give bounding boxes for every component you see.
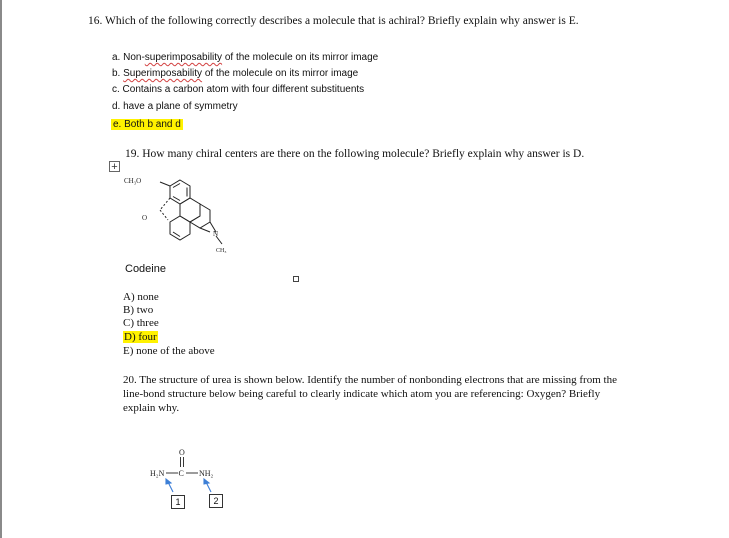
option-b-prefix: b. — [112, 68, 124, 79]
q19-choice-e: E) none of the above — [123, 345, 215, 357]
q19-choice-a: A) none — [123, 291, 159, 303]
question-19-text: 19. How many chiral centers are there on the following molecule? Briefly explain why answer is D. — [125, 148, 585, 160]
option-b-suffix: of the molecule on its mirror image — [202, 68, 359, 79]
q16-option-b — [112, 68, 358, 79]
option-b-keyword: Superimposability — [123, 68, 203, 79]
q19-choice-d — [123, 331, 158, 343]
option-a-prefix: a. Non- — [112, 52, 145, 63]
annotation-arrows — [166, 479, 211, 492]
nitrogen-label: N — [213, 230, 219, 238]
methoxy-label: CH₃O — [124, 177, 142, 185]
q16-option-c: c. Contains a carbon atom with four different substituents — [112, 84, 365, 95]
urea-carbon: C — [178, 469, 184, 478]
small-checkbox[interactable] — [293, 276, 299, 282]
q16-option-a — [112, 52, 378, 63]
option-a-suffix: of the molecule on its mirror image — [222, 52, 379, 63]
question-20-text: 20. The structure of urea is shown below. Identify the number of nonbonding electrons that are missing from the line-bond structure below being careful to clearly indicate which atom you are referencing: Oxygen? Briefly explain why. — [123, 374, 617, 414]
window-left-edge — [0, 0, 2, 538]
move-handle-icon[interactable]: + — [109, 161, 120, 172]
molecule-name: Codeine — [125, 263, 166, 275]
highlighted-answer: e. Both b and d — [113, 119, 181, 130]
urea-left-amine: H₂N — [150, 469, 165, 478]
urea-structure — [145, 446, 245, 494]
question-16-text: 16. Which of the following correctly describes a molecule that is achiral? Briefly explain why answer is E. — [88, 15, 579, 27]
q16-answer-e — [111, 119, 183, 130]
q19-choice-b: B) two — [123, 304, 154, 316]
methyl-label: CH₃ — [216, 248, 227, 254]
codeine-structure — [118, 172, 238, 262]
q19-choice-c: C) three — [123, 317, 159, 329]
q16-option-d: d. have a plane of symmetry — [112, 101, 238, 112]
answer-box-2[interactable]: 2 — [209, 494, 223, 508]
highlighted-answer-d: D) four — [124, 331, 157, 343]
middle-ring — [180, 198, 200, 222]
oxygen-label: O — [142, 214, 148, 222]
urea-oxygen-label: O — [179, 448, 185, 457]
answer-box-1[interactable]: 1 — [171, 495, 185, 509]
urea-right-amine: NH₂ — [199, 469, 214, 478]
option-a-keyword: superimposability — [144, 52, 223, 63]
